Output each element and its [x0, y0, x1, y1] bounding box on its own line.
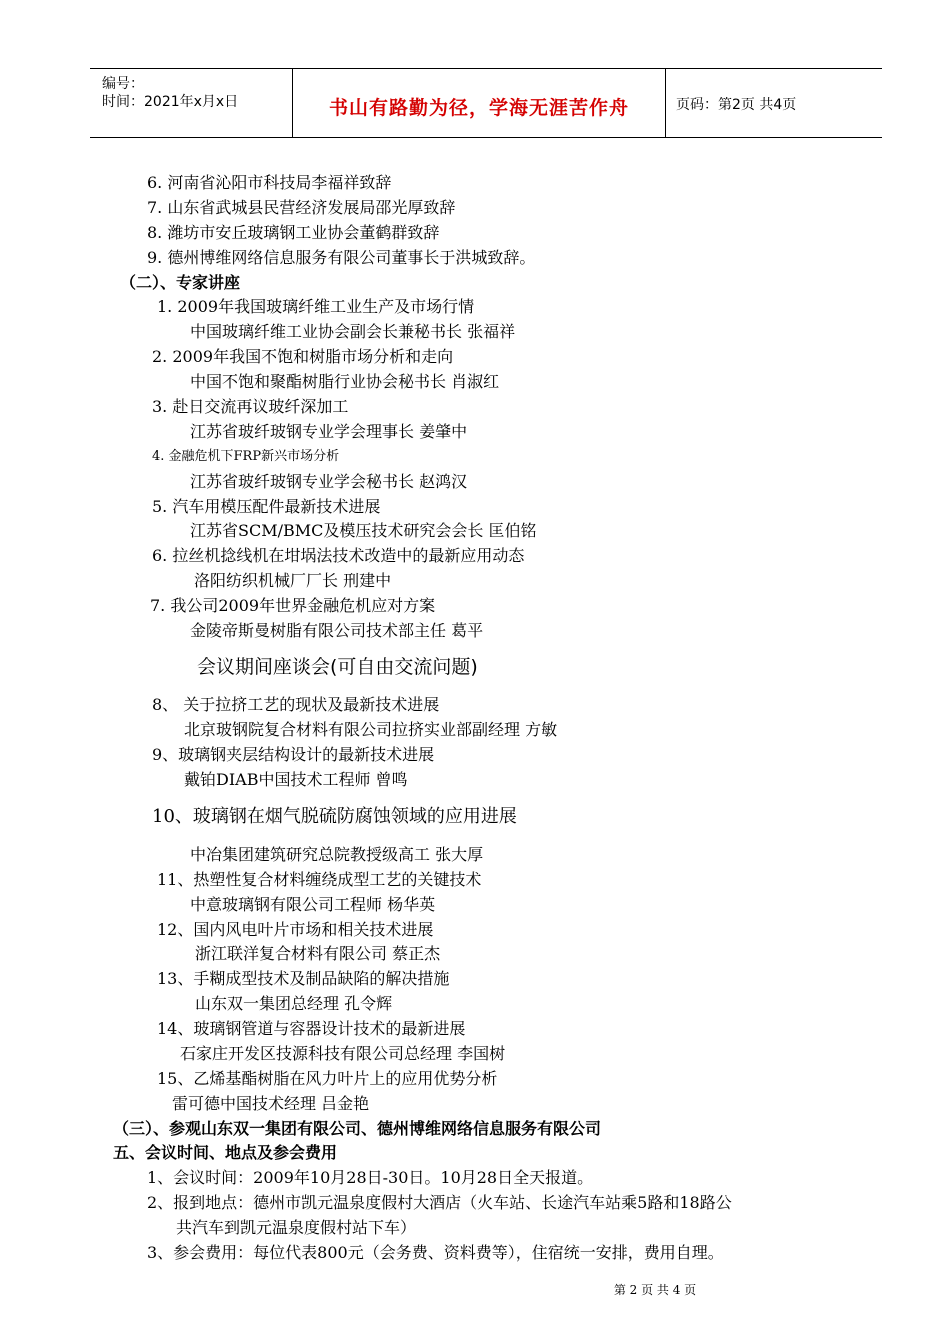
text-line: 14、玻璃钢管道与容器设计技术的最新进展: [157, 1019, 466, 1038]
text-line: 山东双一集团总经理 孔令辉: [195, 994, 393, 1013]
text-line: 金陵帝斯曼树脂有限公司技术部主任 葛平: [190, 621, 484, 640]
text-line: 2、报到地点：德州市凯元温泉度假村大酒店（火车站、长途汽车站乘5路和18路公: [147, 1193, 732, 1212]
text-line: 12、国内风电叶片市场和相关技术进展: [157, 920, 434, 939]
text-line: 11、热塑性复合材料缠绕成型工艺的关键技术: [157, 870, 482, 889]
header-meta-cell: [90, 69, 292, 137]
text-line: 2. 2009年我国不饱和树脂市场分析和走向: [152, 347, 454, 366]
text-line: 1. 2009年我国玻璃纤维工业生产及市场行情: [157, 297, 475, 316]
text-line: 7. 我公司2009年世界金融危机应对方案: [150, 596, 436, 615]
document-number-label: 编号：: [102, 76, 144, 92]
text-line: 五、会议时间、地点及参会费用: [113, 1143, 338, 1162]
text-line: 9、玻璃钢夹层结构设计的最新技术进展: [152, 745, 435, 764]
header-motto: 书山有路勤为径，学海无涯苦作舟: [328, 97, 629, 119]
text-line: 5. 汽车用模压配件最新技术进展: [152, 497, 381, 516]
text-line: 会议期间座谈会(可自由交流问题): [197, 656, 478, 678]
page-footer: [0, 1281, 950, 1298]
text-line: 4. 金融危机下FRP新兴市场分析: [152, 449, 340, 464]
text-line: 石家庄开发区技源科技有限公司总经理 李国树: [180, 1044, 506, 1063]
page-header: [90, 68, 882, 138]
text-line: 1、会议时间：2009年10月28日-30日。10月28日全天报道。: [147, 1168, 594, 1187]
text-line: 江苏省玻纤玻钢专业学会理事长 姜肇中: [190, 422, 468, 441]
text-line: 浙江联洋复合材料有限公司 蔡正杰: [195, 944, 441, 963]
text-line: 戴铂DIAB中国技术工程师 曾鸣: [184, 770, 408, 789]
footer-page-number: 第 2 页 共 4 页: [613, 1283, 697, 1297]
text-line: 7. 山东省武城县民营经济发展局邵光厚致辞: [147, 198, 456, 217]
document-time-label: 时间：2021年x月x日: [102, 94, 239, 110]
text-line: 中国不饱和聚酯树脂行业协会秘书长 肖淑红: [190, 372, 500, 391]
text-line: 雷可德中国技术经理 吕金艳: [172, 1094, 370, 1113]
header-page-info: 页码：第2页 共4页: [676, 97, 797, 113]
text-line: 6. 拉丝机捻线机在坩埚法技术改造中的最新应用动态: [152, 546, 525, 565]
text-line: 13、手糊成型技术及制品缺陷的解决措施: [157, 969, 450, 988]
text-line: （二）、专家讲座: [120, 273, 241, 292]
text-line: 江苏省玻纤玻钢专业学会秘书长 赵鸿汉: [190, 472, 468, 491]
text-line: 中国玻璃纤维工业协会副会长兼秘书长 张福祥: [190, 322, 516, 341]
text-line: 9. 德州博维网络信息服务有限公司董事长于洪城致辞。: [147, 248, 536, 267]
header-motto-cell: [292, 69, 666, 137]
text-line: 中冶集团建筑研究总院教授级高工 张大厚: [190, 845, 484, 864]
text-line: 6. 河南省沁阳市科技局李福祥致辞: [147, 173, 392, 192]
text-line: 8. 潍坊市安丘玻璃钢工业协会董鹤群致辞: [147, 223, 440, 242]
text-line: 8、 关于拉挤工艺的现状及最新技术进展: [152, 695, 440, 714]
text-line: 15、乙烯基酯树脂在风力叶片上的应用优势分析: [157, 1069, 498, 1088]
text-line: 中意玻璃钢有限公司工程师 杨华英: [190, 895, 436, 914]
text-line: 共汽车到凯元温泉度假村站下车）: [176, 1218, 417, 1237]
text-line: 洛阳纺织机械厂厂长 刑建中: [194, 571, 392, 590]
text-line: 江苏省SCM/BMC及模压技术研究会会长 匡伯铭: [190, 521, 537, 540]
text-line: （三）、参观山东双一集团有限公司、德州博维网络信息服务有限公司: [113, 1119, 602, 1138]
header-page-cell: [666, 69, 882, 137]
text-line: 3. 赴日交流再议玻纤深加工: [152, 397, 349, 416]
text-line: 10、玻璃钢在烟气脱硫防腐蚀领域的应用进展: [152, 806, 517, 827]
text-line: 3、参会费用：每位代表800元（会务费、资料费等），住宿统一安排，费用自理。: [147, 1243, 724, 1262]
text-line: 北京玻钢院复合材料有限公司拉挤实业部副经理 方敏: [184, 720, 558, 739]
